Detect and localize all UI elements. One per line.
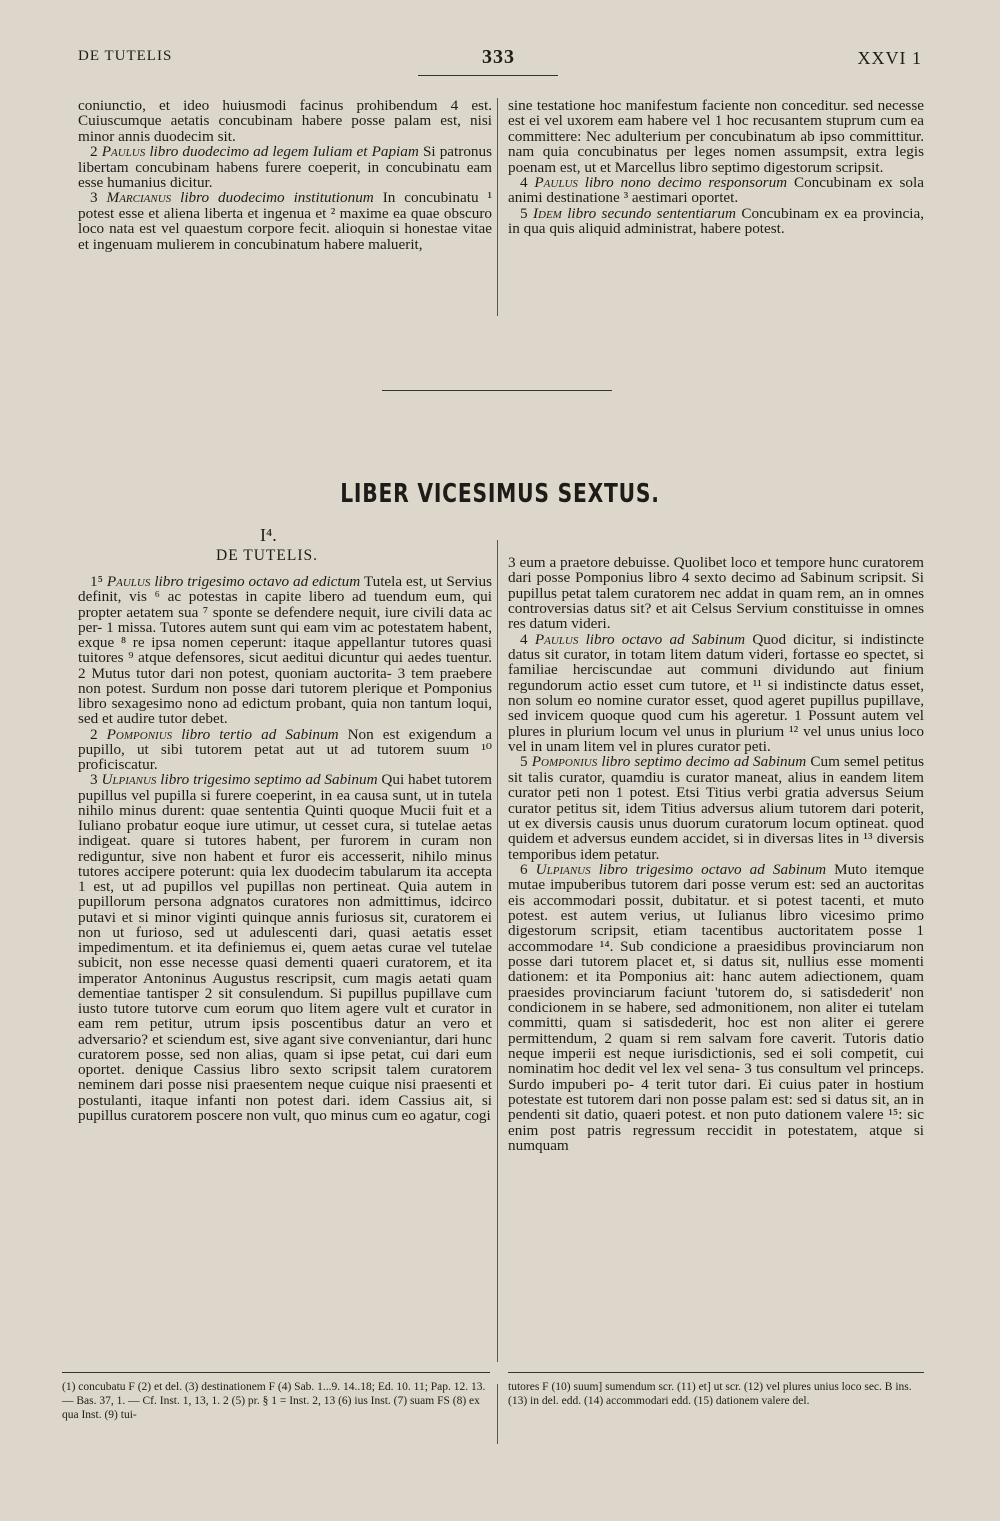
jurist-name: Pomponius (531, 753, 598, 771)
fragment-text: Qui habet tutorem pupillus vel pupilla si furere coeperint, in ea causa sunt, ut in tutela nihilo minus durent: quae sententia Quinti quoque Mucii fuit et a Iuliano probatur eoque iure utimur, ut cesset cura, si tutelae aetas indigeat. quare si tutores habent, per furorem in curam non rediguntur, sive non habent et furor eis accesserit, nihilo minus tutores accipere poterunt: quia lex duodecim tabularum ita accepta 1 est, ut ad pupillos vel pupillas non pertineat. Quia autem in pupillorum persona adgnatos curatores non admittimus, idcirco putavi et si minor viginti quinque annis furiosus sit, curatorem ei non ut furioso, sed ut adulescenti dari, quasi aetatis esset impedimentum. et ita definiemus ei, quem aetas curae vel tutelae subicit, non esse necesse quasi dementi quaeri curatorem, et ita imperator Antoninus Augustus rescripsit, cum magis aetati quam dementiae tantisper 2 sit consulendum. Si pupillus pupillave cum iusto tutore tutorve cum eorum quo litem agere vult et curator in eam rem petitur, utrum ipsis poscentibus datur an vero et adversario? et sciendum est, sive agant sive conveniantur, dari hunc curatorem posse, sed non alias, quam si ipse petat, cui dari eum oportet. denique Cassius libro sexto scripsit talem curatorem neminem dari posse nisi praesentem neque cuique nisi praesenti et postulanti, itaque infanti non potest dari. idem Cassius ait, si pupillus curatorem poscere non vult, quo minus cum eo agatur, cogi (78, 771, 492, 1124)
paragraph (78, 727, 492, 773)
fragment-text: Concubinam ex ea provincia, in qua quis aliquid administrat, habere potest. (508, 204, 924, 238)
jurist-name: Marcianus (106, 189, 172, 207)
work-citation: libro nono decimo responsorum (584, 174, 788, 192)
fragment-text: Tutela est, ut Servius definit, vis ⁶ ac potestas in capite libero ad tuendum eum, qui propter aetatem sua ⁷ sponte se defendere nequit, iure civili data ac per- 1 missa. Tutores autem sunt qui eam vim ac potestatem habent, exque ⁸ re ipsa nomen ceperunt: itaque appellantur tutores quasi tuitores ⁹ atque defensores, sicut aeditui dicuntur qui aedes tuentur. 2 Mutus tutor dari non potest, quoniam auctorita- 3 tem praebere non potest. Surdum non posse dari tutorem plerique et Pomponius libro sexagesimo nono ad edictum probant, quia non tantum loqui, sed et audire tutor debet. (78, 573, 492, 728)
fragment-text: Si patronus libertam concubinam habens furere coeperit, in concubinatu eam esse humanius dicitur. (78, 143, 493, 192)
bottom-right-column (508, 555, 924, 1153)
title-number: I⁴. (260, 525, 277, 545)
paragraph: sine testatione hoc manifestum faciente non conceditur. sed necesse est ei vel uxorem eam habere vel 1 hoc recusantem stuprum cum ea committere: Nec adulterium per concubinatum ab ipso committitur. nam quia concubinatus per leges nomen assumpsit, extra legis poenam est, ut et Marcellus libro septimo digestorum scripsit. (508, 97, 924, 176)
work-citation: libro trigesimo septimo ad Sabinum (160, 771, 378, 789)
fragment-text: Quod dicitur, si indistincte datus sit curator, in totam litem datum videri, fortasse eo spectet, si familiae herciscundae aut communi dividundo aut finium regundorum actio esset cum tutore, et ¹¹ si indistincte datus esset, non solum eo nomine curator esset, quod ageret pupillus pupillave, sed invicem quoque quod cum his ageretur. 1 Possunt autem vel plures in plurium locum vel unus in plurium ¹² vel unus unius loco vel in unam litem vel in plures curator peti. (508, 630, 924, 756)
section-divider-rule (382, 390, 612, 391)
work-citation: libro tertio ad Sabinum (181, 725, 339, 743)
footnote-rule (508, 1372, 924, 1373)
footnotes-right: tutores F (10) suum] sumendum scr. (11) et] ut scr. (12) vel plures unius loco sec. B ins. (13) in del. edd. (14) accommodari edd. (15) dationem valere del. (508, 1381, 912, 1407)
paragraph: 3 eum a praetore debuisse. Quolibet loco et tempore hunc curatorem dari posse Pomponius libro 4 sexto decimo ad Sabinum scripsit. Si pupillus petat talem curatorem nec addat in quam rem, an in omnes controversias datus sit? et ait Celsus Servium constituisse in omnes res datum videri. (508, 554, 924, 633)
running-header-right: XXVI 1 (857, 48, 922, 68)
column-divider (497, 1384, 498, 1444)
paragraph (78, 574, 492, 727)
fragment-number: 3 (90, 189, 98, 207)
jurist-name: Paulus (101, 143, 146, 161)
jurist-name: Paulus (534, 630, 579, 648)
work-citation: libro secundo sententiarum (567, 204, 736, 222)
top-left-column (78, 98, 492, 252)
paragraph (508, 754, 924, 861)
fragment-number: 5 (520, 204, 528, 222)
fragment-text: In concubinatu ¹ potest esse et aliena liberta et ingenua et ² maxime ea quae obscuro loco nata est vel quaestum corpore fecit. alioquin si honestae vitae et ingenuam mulierem in concubinatum habere maluerit, (78, 189, 493, 253)
paragraph (78, 190, 492, 252)
fragment-number: 2 (90, 143, 98, 161)
fragment-text: Non est exigendum a pupillo, ut sibi tutorem petat aut ut ad tutorem suum ¹⁰ proficiscatur. (78, 725, 492, 773)
bottom-left-column (78, 574, 492, 1123)
jurist-name: Pomponius (106, 725, 173, 743)
work-citation: libro trigesimo octavo ad Sabinum (598, 860, 827, 878)
paragraph (508, 175, 924, 206)
work-citation: libro septimo decimo ad Sabinum (601, 753, 807, 771)
footnote-rule (62, 1372, 490, 1373)
fragment-number: 6 (520, 860, 528, 878)
fragment-number: 4 (520, 630, 528, 648)
column-divider (497, 98, 498, 316)
running-header-left: DE TUTELIS (78, 48, 173, 64)
jurist-name: Ulpianus (101, 771, 157, 789)
work-citation: libro octavo ad Sabinum (585, 630, 746, 648)
book-title: LIBER VICESIMUS SEXTUS. (340, 479, 660, 509)
top-right-column (508, 98, 924, 237)
paragraph (78, 144, 492, 190)
paragraph (508, 862, 924, 1154)
paragraph (508, 632, 924, 755)
fragment-number: 5 (520, 753, 528, 771)
work-citation: libro duodecimo ad legem Iuliam et Papiam (149, 143, 419, 161)
paragraph (508, 206, 924, 237)
paragraph (78, 772, 492, 1123)
footnotes-left: (1) concubatu F (2) et del. (3) destinationem F (4) Sab. 1...9. 14..18; Ed. 10. 11; Pap. 12. 13. — Bas. 37, 1. — Cf. Inst. 1, 13, 1. 2 (5) pr. § 1 = Inst. 2, 13 (6) ius Inst. (7) suam FS (8) ex qua Inst. (9) tui- (62, 1381, 486, 1421)
page-number: 333 (482, 46, 515, 68)
fragment-number: 4 (520, 174, 528, 192)
jurist-name: Paulus (106, 573, 151, 590)
fragment-text: Concubinam ex sola animi destinatione ³ aestimari oportet. (508, 174, 924, 207)
column-divider (497, 540, 498, 1362)
paragraph: coniunctio, et ideo huiusmodi facinus prohibendum 4 est. Cuiuscumque aetatis concubinam habere posse palam est, nisi minor annis duodecim sit. (78, 97, 492, 145)
fragment-text: Cum semel petitus sit talis curator, quamdiu is curator maneat, alius in eandem litem curator peti non 1 potest. Etsi Titius verbi gratia adversus Seium curator petitus sit, idem Titius adversus alium tutorem dari poterit, ut ex diversis causis unus duorum curatorum locum optineat. quod quidem et adversus eundem accidet, si in diversas lites in ¹³ diversis temporibus idem petatur. (508, 753, 925, 863)
fragment-number: 1⁵ (90, 573, 103, 590)
work-citation: libro trigesimo octavo ad edictum (154, 573, 361, 590)
title-heading: DE TUTELIS. (216, 547, 318, 564)
jurist-name: Idem (532, 204, 562, 222)
jurist-name: Paulus (534, 174, 578, 192)
fragment-number: 2 (90, 725, 98, 743)
fragment-number: 3 (90, 771, 98, 789)
header-rule (418, 75, 558, 76)
fragment-text: Muto itemque mutae impuberibus tutorem dari posse verum est: sed an auctoritas eis accommodari possit, dubitatur. et si potest tacenti, et muto potest. est autem verius, ut Iulianus libro vicesimo primo digestorum scripsit, etiam tacentibus auctoritatem posse 1 accommodare ¹⁴. Sub condicione a praesidibus provinciarum non posse dari tutorem placet et, si datus sit, nullius esse momenti dationem: et ita Pomponius ait: hanc autem adiectionem, quam praesides provinciarum faciunt 'tutorem do, si satisdederit' non condicionem in se habere, sed admonitionem, non aliter ei tutelam committi, quam si satisdederit, hoc est non aliter ei gerere permittendum, 2 quam si rem salvam fore caverit. Tutoris datio neque imperii est neque iurisdictionis, sed ei soli competit, cui nominatim hoc dedit vel lex vel sena- 3 tus consultum vel princeps. Surdo impuberi po- 4 terit tutor dari. Ei cuius pater in hostium potestate est tutorem dari non posse palam est: sed si datus sit, an in pendenti sit datio, quaeri potest. et non puto dationem valere ¹⁵: sic enim post patris regressum reccidit in potestatem, atque si numquam (508, 860, 925, 1155)
jurist-name: Ulpianus (535, 860, 591, 878)
work-citation: libro duodecimo institutionum (180, 189, 374, 207)
